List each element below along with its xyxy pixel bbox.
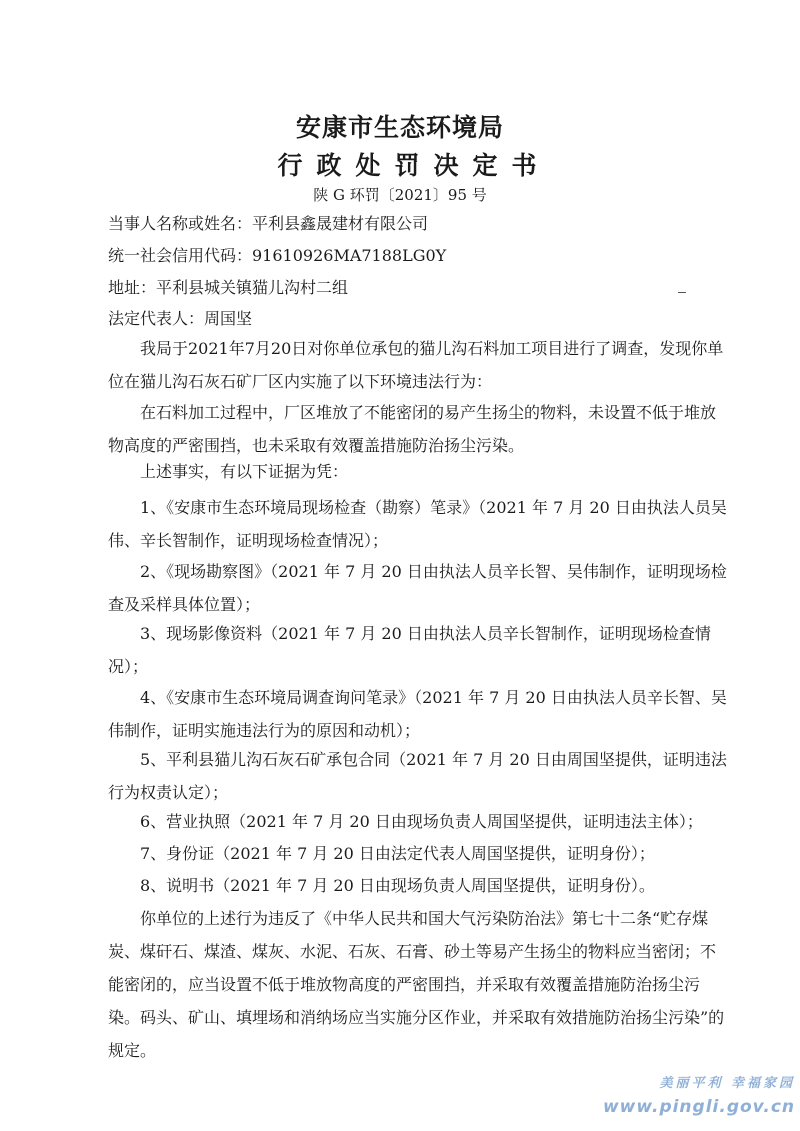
document-type-title: 行政处罚决定书 <box>277 151 551 180</box>
evidence-item: 7、身份证（2021 年 7 月 20 日由法定代表人周国坚提供，证明身份）； <box>140 844 655 863</box>
violation-paragraph: 在石料加工过程中，厂区堆放了不能密闭的易产生扬尘的物料，未设置不低于堆放物高度的严密围挡，也未采取有效覆盖措施防治扬尘污染。 <box>108 403 717 455</box>
credit-code: 统一社会信用代码：91610926MA7188LG0Y <box>108 246 447 265</box>
party-address: 地址：平利县城关镇猫儿沟村二组 <box>108 278 349 297</box>
evidence-item: 6、营业执照（2021 年 7 月 20 日由现场负责人周国坚提供，证明违法主体）； <box>140 812 703 831</box>
watermark-url: www.pingli.gov.cn <box>602 1097 795 1117</box>
legal-representative: 法定代表人：周国坚 <box>108 309 253 328</box>
investigation-paragraph: 我局于2021年7月20日对你单位承包的猫儿沟石料加工项目进行了调查，发现你单位在猫儿沟石灰石矿厂区内实施了以下环境违法行为： <box>108 339 724 391</box>
evidence-item: 3、现场影像资料（2021 年 7 月 20 日由执法人员辛长智制作，证明现场检查情况）； <box>108 624 711 676</box>
evidence-item: 2、《现场勘察图》（2021 年 7 月 20 日由执法人员辛长智、吴伟制作，证明现场检查及采样具体位置）； <box>108 562 727 614</box>
legal-basis-paragraph: 你单位的上述行为违反了《中华人民共和国大气污染防治法》第七十二条“贮存煤炭、煤矸石、煤渣、煤灰、水泥、石灰、石膏、砂土等易产生扬尘的物料应当密闭；不能密闭的，应当设置不低于堆放物高度的严密围挡，并采取有效覆盖措施防治扬尘污染。码头、矿山、填埋场和消纳场应当实施分区作业，并采取有效措施防治扬尘污染”的规定。 <box>108 909 725 1060</box>
site-watermark <box>600 1072 795 1117</box>
party-name: 当事人名称或姓名：平利县鑫晟建材有限公司 <box>108 214 429 233</box>
evidence-item: 5、平利县猫儿沟石灰石矿承包合同（2021 年 7 月 20 日由周国坚提供，证明违法行为权责认定）； <box>108 750 727 802</box>
document-number: 陕 G 环罚〔2021〕95 号 <box>313 186 487 204</box>
agency-title: 安康市生态环境局 <box>295 113 504 142</box>
evidence-item: 4、《安康市生态环境局调查询问笔录》（2021 年 7 月 20 日由执法人员辛长智、吴伟制作，证明实施违法行为的原因和动机）； <box>108 688 727 740</box>
evidence-item: 8、说明书（2021 年 7 月 20 日由现场负责人周国坚提供，证明身份）。 <box>140 876 655 895</box>
watermark-slogan: 美丽平利 幸福家园 <box>659 1076 795 1091</box>
evidence-item: 1、《安康市生态环境局现场检查（勘察）笔录》（2021 年 7 月 20 日由执法人员吴伟、辛长智制作，证明现场检查情况）； <box>108 498 727 550</box>
margin-mark <box>678 292 686 293</box>
evidence-intro: 上述事实，有以下证据为凭： <box>140 462 349 481</box>
